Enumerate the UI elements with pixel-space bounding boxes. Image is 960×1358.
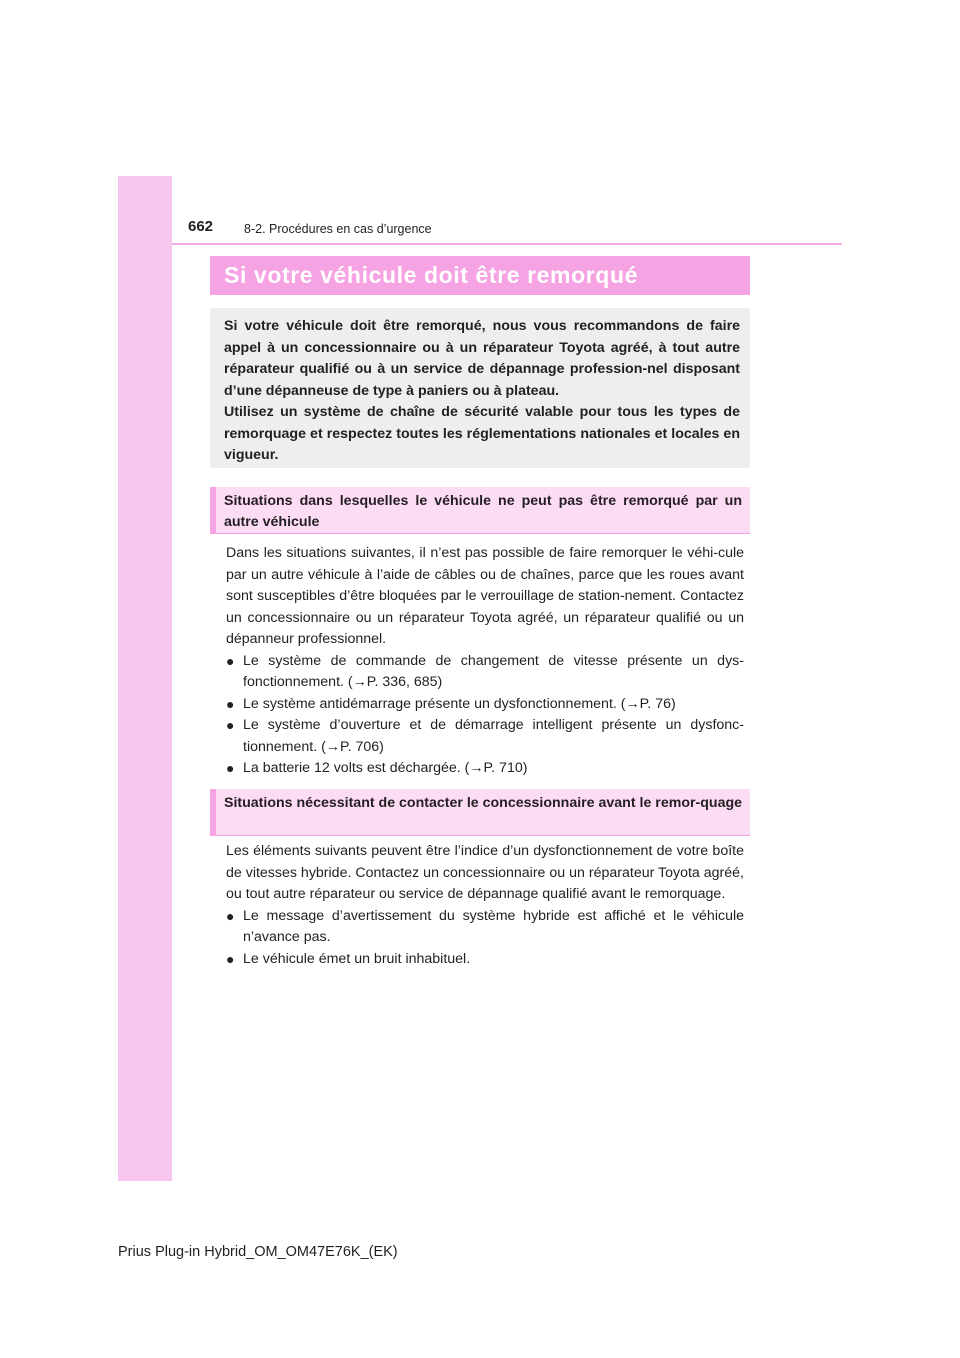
- section2-body: [226, 841, 744, 970]
- list-item: [226, 651, 744, 694]
- subheading-contact-dealer: [210, 789, 750, 836]
- bullet-icon: ●: [226, 950, 235, 967]
- intro-paragraph: Utilisez un système de chaîne de sécurité valable pour tous les types de remorquage et respectez toutes les réglementations nationales et locales en vigueur.: [224, 404, 740, 463]
- list-item: [226, 906, 744, 949]
- page-title-bar: [210, 256, 750, 295]
- body-paragraph: Dans les situations suivantes, il n’est pas possible de faire remorquer le véhi-cule par un autre véhicule à l’aide de câbles ou de chaînes, parce que les roues avant sont susceptibles d’être bloquées par le verrouillage de station-nement. Contactez un concessionnaire ou un réparateur Toyota agréé, un réparateur qualifié ou un dépanneur professionnel.: [226, 545, 744, 647]
- list-item-text: Le système d’ouverture et de démarrage intelligent présente un dysfonc-tionnement. (→P. 706): [243, 717, 744, 755]
- list-item: [226, 758, 744, 780]
- intro-box: [210, 308, 750, 468]
- list-item-text: La batterie 12 volts est déchargée. (→P. 710): [243, 760, 528, 776]
- intro-paragraph: Si votre véhicule doit être remorqué, nous vous recommandons de faire appel à un concessionnaire ou à un réparateur Toyota agréé, à tout autre réparateur qualifié ou à un service de dépannage profession-nel disposant d’une dépanneuse de type à paniers ou à plateau.: [224, 318, 740, 399]
- section-label: 8-2. Procédures en cas d’urgence: [244, 222, 432, 236]
- list-item-text: Le message d’avertissement du système hybride est affiché et le véhicule n’avance pas.: [243, 907, 744, 945]
- header-rule: [172, 243, 842, 245]
- bullet-icon: ●: [226, 652, 235, 669]
- subheading-cannot-tow: [210, 487, 750, 534]
- page-title: Si votre véhicule doit être remorqué: [224, 262, 638, 288]
- subheading-text: Situations nécessitant de contacter le concessionnaire avant le remor-quage: [224, 795, 743, 811]
- subheading-text: Situations dans lesquelles le véhicule ne peut pas être remorqué par un autre véhicule: [224, 493, 742, 530]
- bullet-icon: ●: [226, 907, 235, 924]
- page-number: 662: [188, 218, 214, 235]
- bullet-icon: ●: [226, 717, 235, 733]
- list-item-text: Le véhicule émet un bruit inhabituel.: [243, 950, 471, 967]
- list-item-text: Le système antidémarrage présente un dysfonctionnement. (→P. 76): [243, 695, 676, 712]
- side-tab-strip: [118, 176, 172, 1181]
- list-item: [226, 949, 744, 971]
- list-item: [226, 715, 744, 758]
- section1-body: [226, 543, 744, 780]
- body-paragraph: Les éléments suivants peuvent être l’indice d’un dysfonctionnement de votre boîte de vitesses hybride. Contactez un concessionnaire ou un réparateur Toyota agréé, ou tout autre réparateur ou service de dépannage qualifié avant le remorquage.: [226, 843, 744, 902]
- bullet-icon: ●: [226, 760, 235, 776]
- footer-doc-id: Prius Plug-in Hybrid_OM_OM47E76K_(EK): [118, 1244, 398, 1260]
- bullet-icon: ●: [226, 695, 235, 712]
- list-item: [226, 694, 744, 716]
- list-item-text: Le système de commande de changement de vitesse présente un dys-fonctionnement. (→P. 336, 685): [243, 652, 744, 690]
